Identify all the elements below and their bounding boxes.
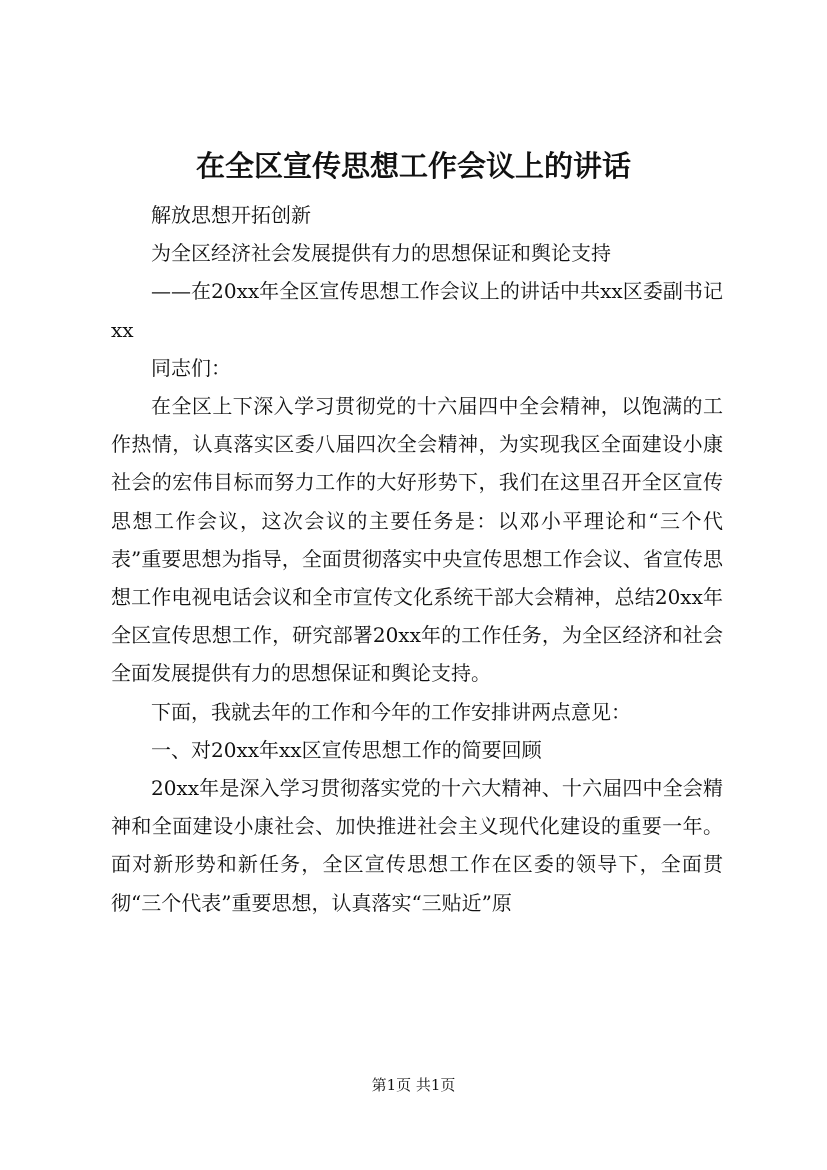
subtitle-line-1: 解放思想开拓创新 (151, 203, 311, 227)
page-footer: 第1页 共1页 (371, 1076, 456, 1094)
salutation: 同志们： (151, 355, 231, 380)
subtitle-line-2: 为全区经济社会发展提供有力的思想保证和舆论支持 (151, 241, 611, 266)
section-heading: 一、对20xx年xx区宣传思想工作的简要回顾 (151, 737, 542, 762)
body-paragraph: 在全区上下深入学习贯彻党的十六届四中全会精神，以饱满的工作热情，认真落实区委八届四次全会精神，为实现我区全面建设小康社会的宏伟目标而努力工作的大好形势下，我们在这里召开全区宣传思想工作会议，这次会议的主要任务是：以邓小平理论和“三个代表”重要思想为指导，全面贯彻落实中央宣传思想工作会议、省宣传思想工作电视电话会议和全市宣传文化系统干部大会精神，总结20xx年全区宣传思想工作，研究部署20xx年的工作任务，为全区经济和社会全面发展提供有力的思想保证和舆论支持。 (111, 394, 723, 686)
speaker-line: ——在20xx年全区宣传思想工作会议上的讲话中共xx区委副书记xx (111, 279, 723, 342)
document-title: 在全区宣传思想工作会议上的讲话 (195, 149, 631, 183)
body-paragraph: 下面，我就去年的工作和今年的工作安排讲两点意见： (151, 699, 631, 724)
document-body (111, 196, 723, 922)
body-paragraph: 20xx年是深入学习贯彻落实党的十六大精神、十六届四中全会精神和全面建设小康社会、加快推进社会主义现代化建设的重要一年。面对新形势和新任务，全区宣传思想工作在区委的领导下，全面贯彻“三个代表”重要思想，认真落实“三贴近”原 (111, 776, 723, 915)
